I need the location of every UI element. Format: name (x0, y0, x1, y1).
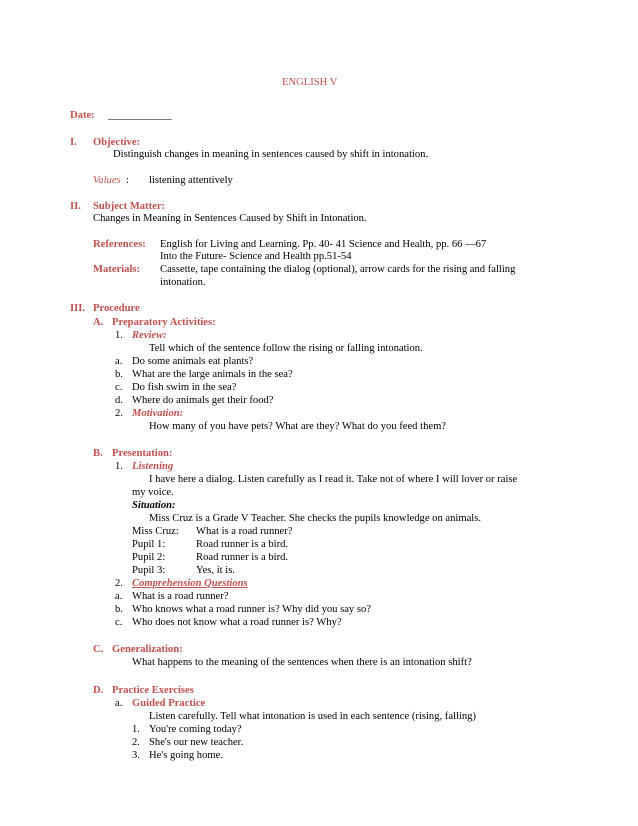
dialog-speaker: Pupil 1: (132, 539, 166, 550)
values-colon: : (126, 175, 129, 186)
generalization-text: What happens to the meaning of the sentences when there is an intonation shift? (132, 657, 472, 668)
guided-letter: a. (115, 698, 123, 709)
practice-item-number: 2. (132, 737, 140, 748)
materials-line1: Cassette, tape containing the dialog (optional), arrow cards for the rising and falling (160, 264, 516, 275)
listening-line1: I have here a dialog. Listen carefully as I read it. Take not of where I will lover or raise (149, 474, 518, 485)
dialog-speaker: Pupil 2: (132, 552, 166, 563)
motivation-text: How many of you have pets? What are they? What do you feed them? (149, 421, 447, 432)
question-item: What is a road runner? (132, 591, 229, 602)
practice-item: He's going home. (149, 750, 223, 761)
practice-item-number: 1. (132, 724, 140, 735)
practice-item-number: 3. (132, 750, 140, 761)
list-item: Do some animals eat plants? (132, 356, 254, 367)
listening-label: Listening (132, 461, 174, 472)
objective-text: Distinguish changes in meaning in sentences caused by shift in intonation. (113, 149, 429, 160)
situation-text: Miss Cruz is a Grade V Teacher. She checks the pupils knowledge on animals. (149, 513, 482, 524)
subsection-letter-a: A. (93, 317, 104, 328)
dialog-line: Yes, it is. (196, 565, 235, 576)
question-letter: a. (115, 591, 123, 602)
situation-label: Situation: (132, 500, 176, 511)
list-item: What are the large animals in the sea? (132, 369, 293, 380)
preparatory-heading: Preparatory Activities: (112, 317, 216, 328)
list-item-letter: c. (115, 382, 123, 393)
guided-practice-text: Listen carefully. Tell what intonation is used in each sentence (rising, falling) (149, 711, 476, 722)
review-number: 1. (115, 330, 123, 341)
question-letter: c. (115, 617, 123, 628)
comprehension-label: Comprehension Questions (132, 578, 248, 589)
date-blank: ____________ (108, 110, 172, 121)
dialog-speaker: Pupil 3: (132, 565, 166, 576)
question-item: Who knows what a road runner is? Why did you say so? (132, 604, 371, 615)
listening-number: 1. (115, 461, 123, 472)
page-title: ENGLISH V (282, 77, 338, 88)
values-text: listening attentively (149, 175, 233, 186)
references-line2: Into the Future- Science and Health pp.51-54 (160, 251, 352, 262)
list-item: Do fish swim in the sea? (132, 382, 237, 393)
list-item: Where do animals get their food? (132, 395, 274, 406)
generalization-heading: Generalization: (112, 644, 183, 655)
values-label: Values (93, 175, 121, 186)
dialog-line: What is a road runner? (196, 526, 293, 537)
section-numeral-2: II. (70, 201, 81, 212)
subsection-letter-c: C. (93, 644, 104, 655)
list-item-letter: d. (115, 395, 123, 406)
dialog-speaker: Miss Cruz: (132, 526, 179, 537)
section-numeral-3: III. (70, 303, 86, 314)
motivation-number: 2. (115, 408, 123, 419)
presentation-heading: Presentation: (112, 448, 173, 459)
list-item-letter: a. (115, 356, 123, 367)
references-line1: English for Living and Learning. Pp. 40- 41 Science and Health, pp. 66 —67 (160, 239, 487, 250)
list-item-letter: b. (115, 369, 123, 380)
materials-label: Materials: (93, 264, 141, 275)
practice-heading: Practice Exercises (112, 685, 194, 696)
practice-item: She's our new teacher. (149, 737, 244, 748)
procedure-heading: Procedure (93, 303, 140, 314)
subsection-letter-b: B. (93, 448, 103, 459)
section-numeral-1: I. (70, 137, 77, 148)
review-text: Tell which of the sentence follow the rising or falling intonation. (149, 343, 423, 354)
dialog-line: Road runner is a bird. (196, 552, 289, 563)
question-item: Who does not know what a road runner is? Why? (132, 617, 342, 628)
date-label: Date: (70, 110, 95, 121)
question-letter: b. (115, 604, 123, 615)
subject-matter-text: Changes in Meaning in Sentences Caused by Shift in Intonation. (93, 213, 367, 224)
references-label: References: (93, 239, 146, 250)
comprehension-number: 2. (115, 578, 123, 589)
subsection-letter-d: D. (93, 685, 104, 696)
review-label: Review: (132, 330, 167, 341)
practice-item: You're coming today? (149, 724, 242, 735)
dialog-line: Road runner is a bird. (196, 539, 289, 550)
listening-line2: my voice. (132, 487, 174, 498)
materials-line2: intonation. (160, 277, 206, 288)
guided-practice-label: Guided Practice (132, 698, 206, 709)
objective-heading: Objective: (93, 137, 141, 148)
subject-matter-heading: Subject Matter: (93, 201, 166, 212)
motivation-label: Motivation: (132, 408, 184, 419)
